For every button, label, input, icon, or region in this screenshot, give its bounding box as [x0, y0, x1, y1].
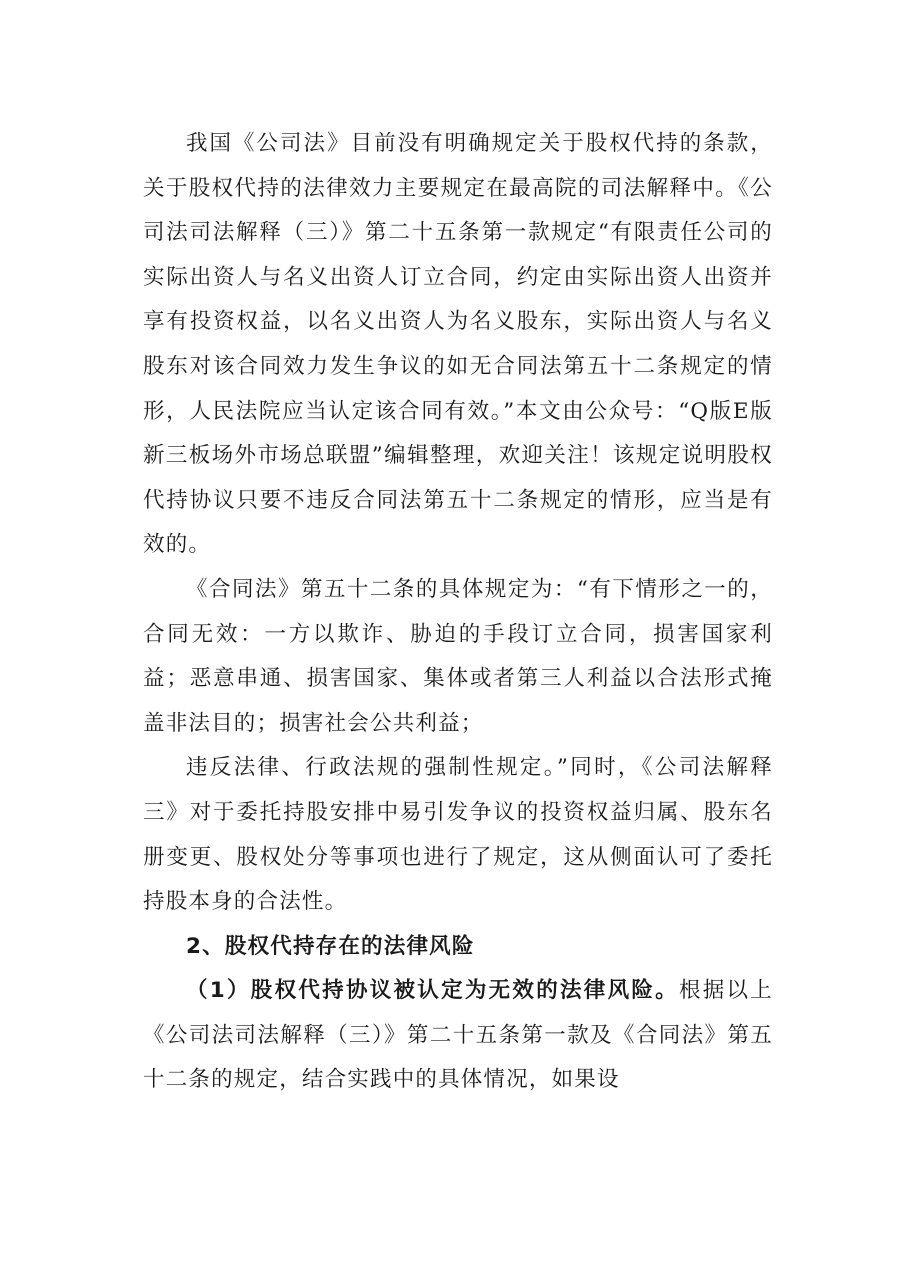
paragraph-company-law-interpretation: 违反法律、行政法规的强制性规定。”同时，《公司法解释三》对于委托持股安排中易引发争议的投资权益归属、股东名册变更、股权处分等事项也进行了规定，这从侧面认可了委托持股本身的合法性。: [143, 755, 773, 915]
paragraph-legal-basis: 我国《公司法》目前没有明确规定关于股权代持的条款，关于股权代持的法律效力主要规定在最高院的司法解释中。《公司法司法解释（三）》第二十五条第一款规定“有限责任公司的实际出资人与名义出资人订立合同，约定由实际出资人出资并享有投资权益，以名义出资人为名义股东，实际出资人与名义股东对该合同效力发生争议的如无合同法第五十二条规定的情形，人民法院应当认定该合同有效。”本文由公众号：“Q版E版新三板场外市场总联盟”编辑整理，欢迎关注！该规定说明股权代持协议只要不违反合同法第五十二条规定的情形，应当是有效的。: [143, 131, 773, 558]
risk-body-text: 根据以上《公司法司法解释（三）》第二十五条第一款及《合同法》第五十二条的规定，结合实践中的具体情况，如果设: [143, 978, 773, 1093]
paragraph-contract-law-article-52: 《合同法》第五十二条的具体规定为：“有下情形之一的，合同无效：一方以欺诈、胁迫的手段订立合同，损害国家利益；恶意串通、损害国家、集体或者第三人利益以合法形式掩盖非法目的；损害社会公共利益；: [143, 576, 773, 736]
paragraph-risk-invalid-agreement: [143, 969, 773, 1103]
document-body: [143, 122, 773, 1103]
risk-lead-text: （1）股权代持协议被认定为无效的法律风险。: [186, 978, 679, 1004]
section-heading: 2、股权代持存在的法律风险: [186, 933, 475, 959]
